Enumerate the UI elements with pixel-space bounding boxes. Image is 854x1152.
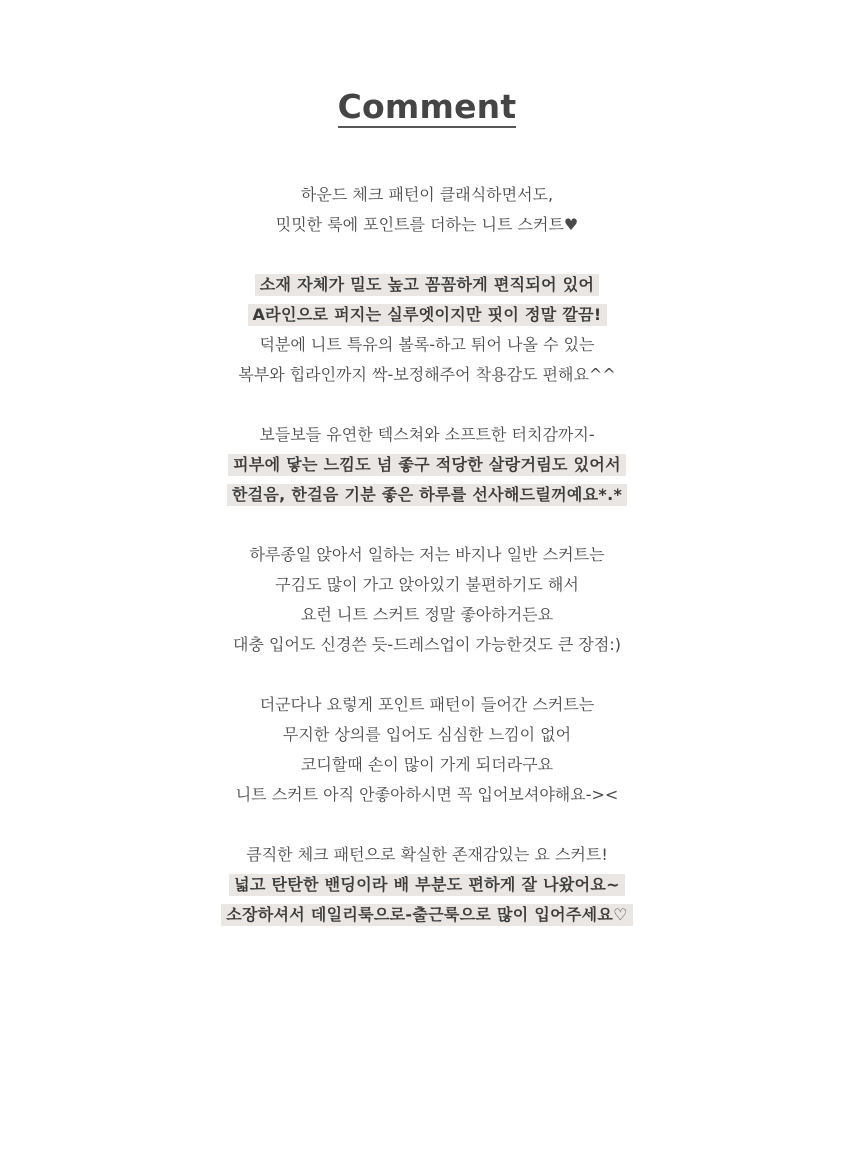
text-line (0, 630, 854, 660)
line-text: 소재 자체가 밀도 높고 꼼꼼하게 편직되어 있어 (255, 274, 600, 296)
line-text: 넓고 탄탄한 밴딩이라 배 부분도 편하게 잘 나왔어요~ (229, 874, 625, 896)
text-line (0, 840, 854, 870)
highlighted-line (0, 270, 854, 300)
line-text: 복부와 힙라인까지 싹-보정해주어 착용감도 편해요^^ (238, 365, 616, 384)
line-text: 니트 스커트 아직 안좋아하시면 꼭 입어보셔야해요->< (235, 785, 619, 804)
text-line (0, 330, 854, 360)
line-text: A라인으로 퍼지는 실루엣이지만 핏이 정말 깔끔! (248, 304, 607, 326)
highlighted-line (0, 870, 854, 900)
line-text: 보들보들 유연한 텍스쳐와 소프트한 터치감까지- (259, 425, 595, 444)
title-container (0, 88, 854, 128)
paragraph-gap (0, 390, 854, 420)
line-text: 하루종일 앉아서 일하는 저는 바지나 일반 스커트는 (249, 545, 605, 564)
highlighted-line (0, 300, 854, 330)
line-text: 더군다나 요렇게 포인트 패턴이 들어간 스커트는 (259, 695, 595, 714)
paragraph-gap (0, 660, 854, 690)
line-text: 피부에 닿는 느낌도 넘 좋구 적당한 살랑거림도 있어서 (228, 454, 626, 476)
text-line (0, 720, 854, 750)
paragraph (0, 180, 854, 240)
text-line (0, 540, 854, 570)
line-text: 대충 입어도 신경쓴 듯-드레스업이 가능한것도 큰 장점:) (233, 635, 621, 654)
line-text: 소장하셔서 데일리룩으로-출근룩으로 많이 입어주세요♡ (221, 904, 633, 926)
line-text: 코디할때 손이 많이 가게 되더라구요 (300, 755, 554, 774)
text-line (0, 750, 854, 780)
paragraph (0, 540, 854, 660)
line-text: 요런 니트 스커트 정말 좋아하거든요 (300, 605, 554, 624)
line-text: 하운드 체크 패턴이 클래식하면서도, (300, 185, 554, 204)
line-text: 큼직한 체크 패턴으로 확실한 존재감있는 요 스커트! (246, 845, 608, 864)
text-line (0, 180, 854, 210)
text-line (0, 570, 854, 600)
text-line (0, 690, 854, 720)
paragraph-gap (0, 510, 854, 540)
text-line (0, 210, 854, 240)
line-text: 구김도 많이 가고 앉아있기 불편하기도 해서 (275, 575, 579, 594)
text-line (0, 420, 854, 450)
line-text: 무지한 상의를 입어도 심심한 느낌이 없어 (282, 725, 572, 744)
line-text: 덕분에 니트 특유의 볼록-하고 튀어 나올 수 있는 (259, 335, 595, 354)
paragraph (0, 420, 854, 510)
comment-body (0, 180, 854, 930)
highlighted-line (0, 900, 854, 930)
line-text: 한걸음, 한걸음 기분 좋은 하루를 선사해드릴꺼예요*.* (227, 484, 627, 506)
paragraph (0, 840, 854, 930)
page-title: Comment (337, 87, 517, 126)
text-line (0, 360, 854, 390)
paragraph (0, 690, 854, 810)
text-line (0, 780, 854, 810)
line-text: 밋밋한 룩에 포인트를 더하는 니트 스커트♥ (275, 215, 579, 234)
paragraph (0, 270, 854, 390)
text-line (0, 600, 854, 630)
highlighted-line (0, 450, 854, 480)
highlighted-line (0, 480, 854, 510)
paragraph-gap (0, 810, 854, 840)
paragraph-gap (0, 240, 854, 270)
